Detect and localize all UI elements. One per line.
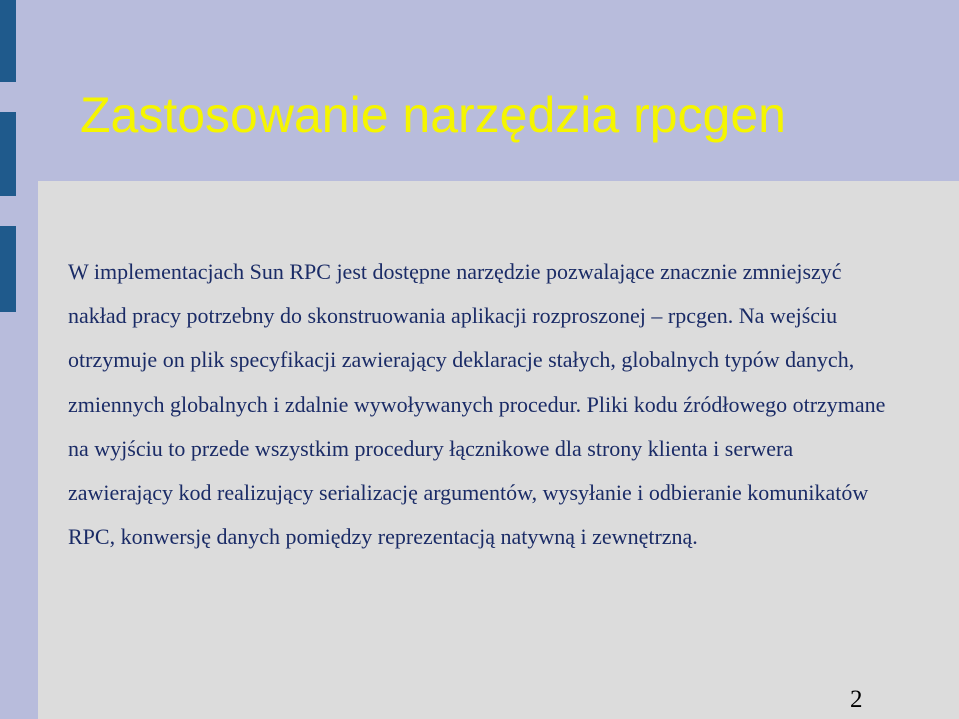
left-accent-bar-bottom	[0, 226, 16, 312]
page-number: 2	[850, 686, 863, 713]
slide-title: Zastosowanie narzędzia rpcgen	[80, 87, 786, 143]
left-accent-bar-top	[0, 0, 16, 82]
slide-body-text: W implementacjach Sun RPC jest dostępne narzędzie pozwalające znacznie zmniejszyć nakład pracy potrzebny do skonstruowania aplikacji rozproszonej – rpcgen. Na wejściu otrzymuje on plik specyfikacji zawierający deklaracje stałych, globalnych typów danych, zmiennych globalnych i zdalnie wywoływanych procedur. Pliki kodu źródłowego otrzymane na wyjściu to przede wszystkim procedury łącznikowe dla strony klienta i serwera zawierający kod realizujący serializację argumentów, wysyłanie i odbieranie komunikatów RPC, konwersję danych pomiędzy reprezentacją natywną i zewnętrzną.	[68, 259, 886, 550]
left-accent-bar-middle	[0, 112, 16, 196]
